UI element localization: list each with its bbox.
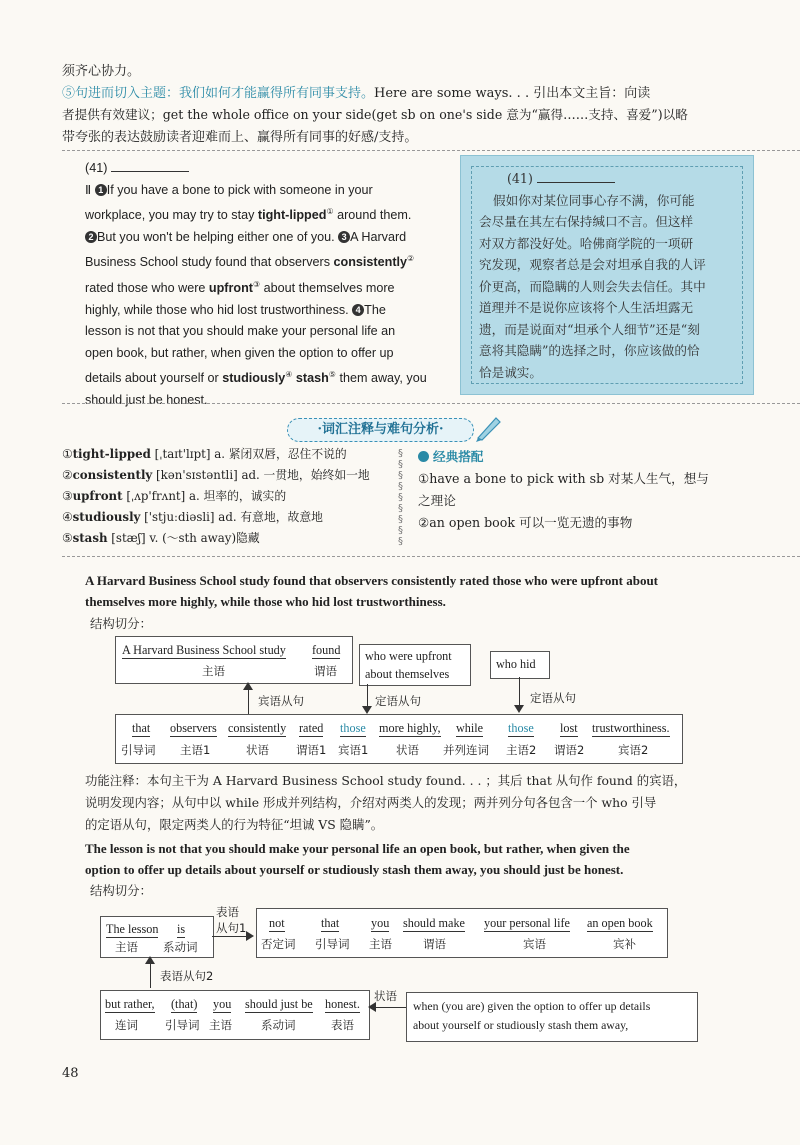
diagram-role: 状语	[246, 743, 269, 757]
passage-line-4: Business School study found that observers consistently②	[85, 254, 415, 270]
diagram-role: 连词	[115, 1018, 138, 1032]
diagram-role: 谓语	[423, 937, 446, 951]
diagram-role: 谓语	[314, 664, 337, 678]
diagram-role: 谓语1	[296, 743, 327, 757]
passage-line-7: lesson is not that you should make your personal life an	[85, 324, 396, 339]
diagram-word: about yourself or studiously stash them away,	[413, 1018, 629, 1032]
diagram-label: 定语从句	[375, 694, 421, 708]
translation-line: 遗，而是说面对“坦承个人细节”还是“刻	[479, 321, 700, 337]
diagram-word: while	[456, 721, 484, 735]
arrow-right-icon	[246, 931, 254, 941]
translation-line: 假如你对某位同事心存不满，你可能	[493, 192, 695, 208]
intro-teal-text: ⑤句进而切入主题：我们如何才能赢得所有同事支持。	[62, 86, 375, 101]
passage-line-6: highly, while those who hid lost trustworthiness. 4 The	[85, 302, 386, 317]
sentence-marker-4: 4	[352, 304, 364, 316]
intro-line-1: 须齐心协力。	[62, 64, 141, 79]
diagram-word: should make	[403, 916, 465, 930]
vocab-item: ③upfront [ˌʌp'frʌnt] a. 坦率的，诚实的	[62, 489, 287, 503]
classic-line: ①have a bone to pick with sb 对某人生气，想与	[418, 471, 709, 486]
diagram-word: who hid	[496, 657, 536, 671]
diagram-role: 宾补	[613, 937, 636, 951]
question-number: (41)	[85, 158, 455, 180]
sentence-1-line-2: themselves more highly, while those who hid lost trustworthiness.	[85, 594, 446, 609]
sentence-marker-1: 1	[95, 184, 107, 196]
diagram-word: lost	[560, 721, 578, 735]
diagram-word: The lesson	[106, 922, 159, 936]
diagram-word: is	[177, 922, 186, 936]
diagram-word: should just be	[245, 997, 313, 1011]
diagram-role: 状语	[396, 743, 419, 757]
intro-line-4: 带夸张的表达鼓励读者迎难而上、赢得所有同事的好感/支持。	[62, 130, 418, 145]
diagram-word: found	[312, 643, 341, 657]
arrow-line	[150, 962, 151, 988]
diagram-word: when (you are) given the option to offer up details	[413, 999, 651, 1013]
bullet-icon	[418, 451, 429, 462]
diagram-word: honest.	[325, 997, 360, 1011]
diagram-role: 系动词	[163, 940, 198, 954]
arrow-line	[367, 684, 368, 708]
diagram-word: that	[132, 721, 151, 735]
diagram1-main-box	[115, 636, 353, 684]
vocab-list	[62, 444, 402, 549]
translation-question-number: (41)	[479, 168, 741, 190]
intro-rest-text: Here are some ways. . . 引出本文主旨：向读	[374, 86, 651, 101]
diagram-role: 宾语1	[338, 743, 369, 757]
diagram-word: observers	[170, 721, 217, 735]
diagram-label: 表语从句2	[160, 969, 214, 983]
diagram-role: 主语	[202, 664, 225, 678]
arrow-up-icon	[145, 956, 155, 964]
divider	[62, 403, 800, 404]
diagram-word: those	[508, 721, 534, 735]
translation-line: 对双方都没好处。哈佛商学院的一项研	[479, 235, 694, 251]
vocab-item: ⑤stash [stæʃ] v. (～sth away)隐藏	[62, 531, 260, 545]
arrow-line	[376, 1007, 406, 1008]
diagram2-predicative-clause-1	[256, 908, 668, 958]
page-number: 48	[62, 1066, 79, 1081]
diagram-word: consistently	[228, 721, 287, 735]
arrow-down-icon	[514, 705, 524, 713]
classic-title: 经典搭配	[433, 449, 484, 464]
diagram-word: A Harvard Business School study	[122, 643, 286, 657]
diagram-role: 并列连词	[443, 743, 489, 757]
diagram1-clause-box	[115, 714, 683, 764]
vocab-item: ②consistently [kən'sɪstəntli] ad. 一贯地，始终如一地	[62, 468, 370, 482]
translation-line: 道理并不是说你应该将个人生活坦露无	[479, 300, 694, 315]
arrow-up-icon	[243, 682, 253, 690]
diagram1-relative-box-2	[490, 651, 550, 679]
diagram-word: about themselves	[365, 667, 450, 681]
diagram2-main-box	[100, 916, 214, 958]
swirl-divider: § § § § § § § § §	[398, 448, 403, 547]
arrow-down-icon	[362, 706, 372, 714]
translation-line: 究发现，观察者总是会对坦承自我的人评	[479, 257, 706, 272]
diagram-word: trustworthiness.	[592, 721, 670, 735]
structure-label-2: 结构切分：	[90, 883, 152, 898]
section-title: ·词汇注释与难句分析·	[287, 418, 474, 442]
sentence-marker-2: 2	[85, 231, 97, 243]
passage-line-8: open book, but rather, when given the option to offer up	[85, 345, 394, 360]
diagram-role: 宾语	[523, 937, 546, 951]
diagram-word: more highly,	[379, 721, 441, 735]
structure-label-1: 结构切分：	[90, 616, 152, 631]
translation-line: 恰是诚实。	[479, 364, 542, 380]
diagram-word: those	[340, 721, 366, 735]
classic-line: 之理论	[418, 493, 456, 508]
diagram-role: 引导词	[315, 937, 350, 951]
diagram1-relative-box-1	[359, 644, 471, 686]
diagram-label: 宾语从句	[258, 694, 304, 708]
diagram2-adverbial-box	[406, 992, 698, 1042]
passage-line-3: 2 But you won't be helping either one of you. 3 A Harvard	[85, 227, 455, 249]
diagram-role: 主语	[209, 1018, 232, 1032]
diagram-role: 否定词	[261, 937, 296, 951]
translation-line: 意将其隐瞒”的选择之时，你应该做的恰	[479, 343, 700, 358]
diagram-label: 定语从句	[530, 691, 576, 705]
arrow-line	[519, 677, 520, 707]
diagram-word: (that)	[171, 997, 198, 1011]
diagram-word: your personal life	[484, 916, 570, 930]
passage-line-2: workplace, you may try to stay tight-lipped① around them.	[85, 207, 412, 223]
diagram-role: 宾语2	[618, 743, 649, 757]
classic-line: ②an open book 可以一览无遗的事物	[418, 515, 633, 530]
diagram-word: who were upfront	[365, 649, 452, 663]
diagram-label: 状语	[374, 989, 397, 1003]
diagram-word: you	[371, 916, 390, 930]
diagram-role: 谓语2	[554, 743, 585, 757]
diagram-role: 引导词	[165, 1018, 200, 1032]
classic-collocations	[418, 446, 758, 534]
function-note	[85, 770, 785, 836]
translation-text	[479, 168, 741, 383]
diagram-role: 引导词	[121, 743, 156, 757]
diagram-word: you	[213, 997, 232, 1011]
note-line: 说明发现内容；从句中以 while 形成并列结构，介绍对两类人的发现；两并列分句各包含一个 who 引导	[85, 795, 657, 810]
translation-line: 价更高，而隐瞒的人则会失去信任。其中	[479, 278, 706, 294]
passage-line-5: rated those who were upfront③ about themselves more	[85, 279, 395, 296]
diagram-role: 表语	[331, 1018, 354, 1032]
diagram-role: 主语2	[506, 743, 537, 757]
intro-line-2	[62, 82, 650, 101]
diagram-role: 主语1	[180, 743, 211, 757]
diagram-label: 表语	[216, 905, 239, 919]
divider	[62, 150, 800, 151]
sentence-2-line-1: The lesson is not that you should make your personal life an open book, but rather, when given the	[85, 841, 630, 856]
vocab-item: ④studiously ['stjuːdiəsli] ad. 有意地，故意地	[62, 510, 323, 524]
diagram-word: not	[269, 916, 285, 930]
diagram-label: 从句1	[216, 921, 247, 935]
arrow-line	[212, 936, 248, 937]
diagram-role: 系动词	[261, 1018, 296, 1032]
note-line: 的定语从句，限定两类人的行为特征“坦诚 VS 隐瞒”。	[85, 817, 384, 832]
passage-line-10: should just be honest.	[85, 392, 208, 407]
diagram-role: 主语	[369, 937, 392, 951]
note-line: 功能注释：本句主干为 A Harvard Business School study found. . . ；其后 that 从句作 found 的宾语，	[85, 773, 687, 788]
translation-box	[460, 155, 754, 395]
vocab-item: ①tight-lipped [ˌtaɪt'lɪpt] a. 紧闭双唇，忍住不说的	[62, 447, 347, 461]
translation-line: 会尽量在其左右保持缄口不言。但这样	[479, 214, 694, 229]
sentence-marker-3: 3	[338, 231, 350, 243]
passage	[85, 158, 455, 411]
diagram-word: an open book	[587, 916, 653, 930]
passage-line-9: details about yourself or studiously④ stash⑤ them away, you	[85, 370, 427, 386]
diagram2-predicative-clause-2	[100, 990, 370, 1040]
sentence-1-line-1: A Harvard Business School study found that observers consistently rated those who were upfront about	[85, 573, 659, 588]
divider	[62, 556, 800, 557]
sentence-2-line-2: option to offer up details about yourself or studiously stash them away, you should just be honest.	[85, 862, 624, 877]
diagram-word: that	[321, 916, 340, 930]
diagram-role: 主语	[115, 940, 138, 954]
arrow-line	[248, 688, 249, 714]
intro-line-3: 者提供有效建议；get the whole office on your side(get sb on one's side 意为“赢得……支持、喜爱”)以略	[62, 107, 688, 122]
passage-line-1: Ⅱ 1 If you have a bone to pick with someone in your	[85, 182, 373, 197]
diagram-word: but rather,	[105, 997, 155, 1011]
diagram-word: rated	[299, 721, 324, 735]
pen-icon	[474, 412, 504, 442]
